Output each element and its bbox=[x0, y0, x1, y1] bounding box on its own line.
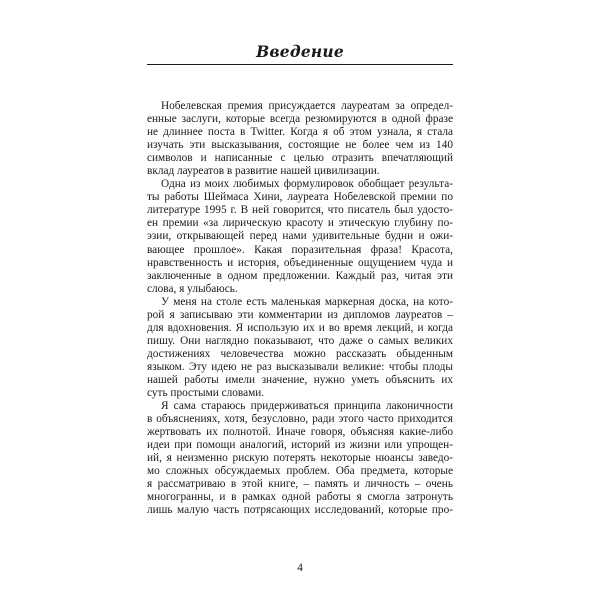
chapter-title: Введение bbox=[256, 42, 344, 61]
text-line: У меня на столе есть маленькая маркерная доска, на кото- bbox=[161, 295, 453, 308]
text-line: мо сложных обсуждаемых проблем. Оба предмета, которые bbox=[147, 465, 453, 478]
text-line: в объяснениях, хотя, безусловно, ради этого часто приходится bbox=[147, 413, 453, 426]
text-line: эзии, открывающей перед нами удивительные будни и ожи- bbox=[147, 230, 453, 243]
text-line: лишь малую часть потрясающих исследований, которые про- bbox=[147, 504, 453, 517]
text-line: суть простыми словами. bbox=[147, 387, 265, 400]
text-line: нравственность и история, объединенные ощущением чуда и bbox=[147, 256, 453, 269]
text-line: енные заслуги, которые всегда резюмируются в одной фразе bbox=[147, 113, 453, 126]
text-line: языком. Эту идею не раз высказывали великие: чтобы плоды bbox=[147, 360, 453, 373]
paragraph bbox=[147, 400, 453, 517]
body-text bbox=[147, 100, 453, 518]
paragraph bbox=[147, 178, 453, 295]
text-line: Одна из моих любимых формулировок обобщает результа- bbox=[161, 178, 453, 191]
text-line: для вдохновения. Я использую их и во время лекций, и когда bbox=[147, 321, 453, 334]
text-line: Я сама стараюсь придерживаться принципа лаконичности bbox=[161, 400, 453, 413]
text-line: заключенные в одном предложении. Каждый раз, читая эти bbox=[147, 269, 453, 282]
text-line: литературе 1995 г. В ней говорится, что писатель был удосто- bbox=[147, 204, 453, 217]
text-line: достижениях человечества можно рассказать обыденным bbox=[147, 347, 453, 360]
text-line: ен премии «за лирическую красоту и этическую глубину по- bbox=[147, 217, 453, 230]
text-line: вклад лауреатов в развитие нашей цивилизации. bbox=[147, 165, 380, 178]
text-line: ты работы Шеймаса Хини, лауреата Нобелевской премии по bbox=[147, 191, 453, 204]
text-line: Нобелевская премия присуждается лауреатам за определ- bbox=[161, 100, 453, 112]
text-line: ий, я неизменно рискую потерять некоторые нюансы заведо- bbox=[147, 452, 453, 465]
paragraph bbox=[147, 296, 453, 400]
text-line: изучать эти высказывания, состоящие не более чем из 140 bbox=[147, 139, 453, 152]
paragraph bbox=[147, 100, 453, 178]
text-line: рой я записываю эти комментарии из дипломов лауреатов – bbox=[147, 308, 453, 321]
text-line: нашей работы имели значение, нужно уметь объяснить их bbox=[147, 373, 453, 386]
text-line: идеи при помощи аналогий, историй из жизни или упрощен- bbox=[147, 439, 453, 452]
text-line: слова, я улыбаюсь. bbox=[147, 282, 238, 295]
text-line: пишу. Они наглядно показывают, что даже о самых великих bbox=[147, 334, 453, 347]
text-line: символов и написанные с целью отразить впечатляющий bbox=[147, 152, 453, 165]
text-line: вающее прошлое». Какая поразительная фраза! Красота, bbox=[147, 243, 453, 256]
title-underline bbox=[147, 64, 453, 65]
text-line: не длиннее поста в Twitter. Когда я об этом узнала, я стала bbox=[147, 126, 453, 139]
page-number: 4 bbox=[297, 562, 303, 574]
text-line: многогранны, и в рамках одной работы я смогла затронуть bbox=[147, 491, 453, 504]
text-line: я рассматриваю в этой книге, – память и личность – очень bbox=[147, 478, 453, 491]
text-line: жертвовать их полнотой. Иначе говоря, объясняя какие-либо bbox=[147, 426, 453, 439]
